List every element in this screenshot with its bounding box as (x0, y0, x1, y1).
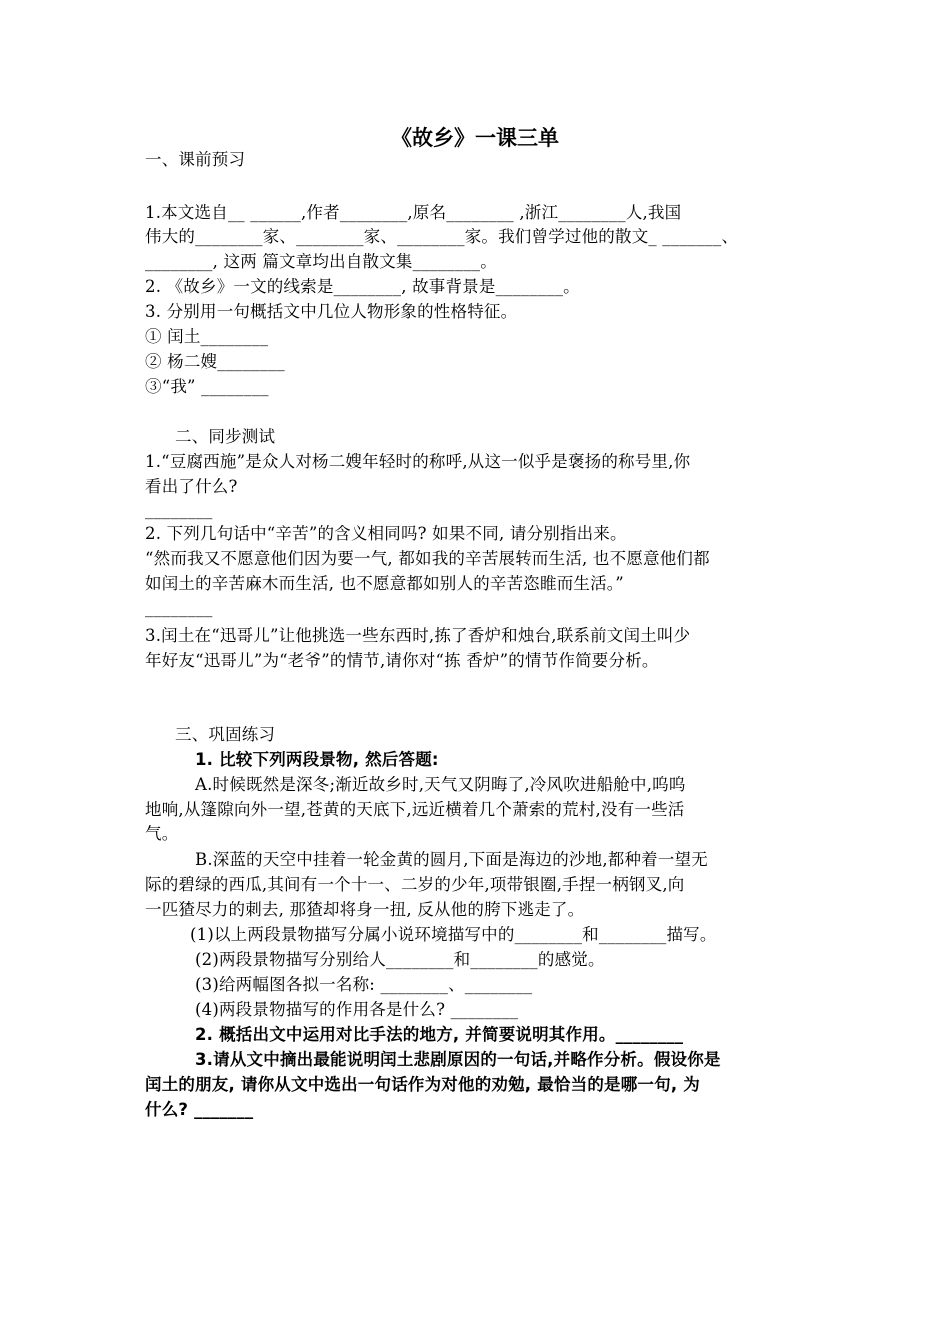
sync-q2-line3: 如闰土的辛苦麻木而生活, 也不愿意都如别人的辛苦恣睢而生活。” (145, 574, 624, 593)
practice-sub2: (2)两段景物描写分别给人________和________的感觉。 (195, 950, 605, 969)
preview-q3-runtu: ① 闰土________ (145, 327, 269, 346)
practice-sub4: (4)两段景物描写的作用各是什么? ________ (195, 1000, 519, 1019)
practice-q1: 1. 比较下列两段景物, 然后答题: (195, 750, 439, 769)
practice-q3-line1: 3.请从文中摘出最能说明闰土悲剧原因的一句话,并略作分析。假设你是 (195, 1050, 721, 1069)
sync-q3-line2: 年好友“迅哥儿”为“老爷”的情节,请你对“拣 香炉”的情节作简要分析。 (145, 651, 659, 670)
section-heading-preview: 一、课前预习 (145, 150, 246, 169)
sync-q3-line1: 3.闰土在“迅哥儿”让他挑选一些东西时,拣了香炉和烛台,联系前文闰土叫少 (145, 626, 691, 645)
page-title: 《故乡》一课三单 (391, 126, 559, 150)
preview-q1-line3: ________, 这两 篇文章均出自散文集________。 (145, 252, 497, 271)
preview-q1-line2: 伟大的________家、________家、________家。我们曾学过他的散文_ _______、 (145, 227, 739, 246)
preview-q3: 3. 分别用一句概括文中几位人物形象的性格特征。 (145, 302, 518, 321)
practice-sub3: (3)给两幅图各拟一名称: ________、________ (195, 975, 533, 994)
preview-q1-line1: 1.本文选自__ ______,作者________,原名________ ,浙江________人,我国 (145, 203, 682, 222)
sync-q2-line1: 2. 下列几句话中“辛苦”的含义相同吗? 如果不同, 请分别指出来。 (145, 524, 627, 543)
sync-q1-answer-blank: ________ (145, 500, 213, 519)
sync-q2-answer-blank: ________ (145, 598, 213, 617)
section-heading-sync-test: 二、同步测试 (175, 427, 276, 446)
passage-a-line2: 地响,从篷隙向外一望,苍黄的天底下,远近横着几个萧索的荒村,没有一些活 (145, 800, 685, 819)
passage-b-line2: 际的碧绿的西瓜,其间有一个十一、二岁的少年,项带银圈,手捏一柄钢叉,向 (145, 875, 685, 894)
preview-q3-me: ③“我” ________ (145, 377, 269, 396)
sync-q1-line2: 看出了什么? (145, 477, 238, 496)
sync-q1-line1: 1.“豆腐西施”是众人对杨二嫂年轻时的称呼,从这一似乎是褒扬的称号里,你 (145, 452, 691, 471)
passage-a-line3: 气。 (145, 824, 179, 843)
practice-q3-line3: 什么? _______ (145, 1100, 254, 1119)
passage-b-line3: 一匹猹尽力的刺去, 那猹却将身一扭, 反从他的胯下逃走了。 (145, 900, 585, 919)
practice-q3-line2: 闰土的朋友, 请你从文中选出一句话作为对他的劝勉, 最恰当的是哪一句, 为 (145, 1075, 700, 1094)
preview-q2: 2. 《故乡》一文的线索是________, 故事背景是________。 (145, 277, 580, 296)
passage-a-line1: A.时候既然是深冬;渐近故乡时,天气又阴晦了,冷风吹进船舱中,呜呜 (195, 775, 686, 794)
practice-sub1: (1)以上两段景物描写分属小说环境描写中的________和________描写。 (190, 925, 717, 944)
practice-q2: 2. 概括出文中运用对比手法的地方, 并简要说明其作用。________ (195, 1025, 684, 1044)
section-heading-practice: 三、巩固练习 (175, 725, 276, 744)
passage-b-line1: B.深蓝的天空中挂着一轮金黄的圆月,下面是海边的沙地,都种着一望无 (195, 850, 708, 869)
sync-q2-line2: “然而我又不愿意他们因为要一气, 都如我的辛苦展转而生活, 也不愿意他们都 (145, 549, 710, 568)
preview-q3-yang: ② 杨二嫂________ (145, 352, 285, 371)
